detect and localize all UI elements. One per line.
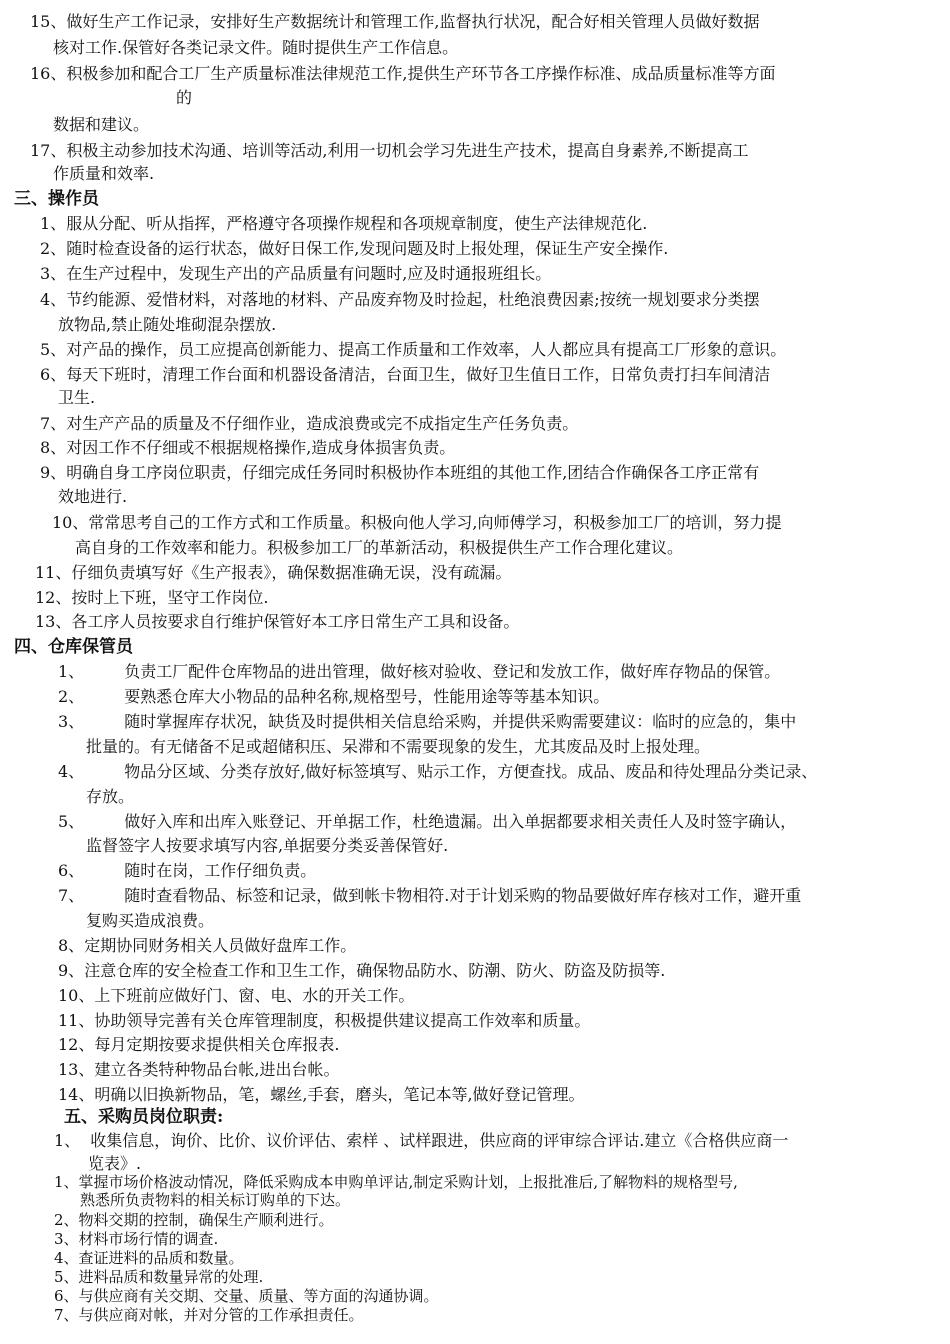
item-text: 注意仓库的安全检查工作和卫生工作，确保物品防水、防潮、防火、防盗及防损等. (84, 961, 666, 980)
list-item (58, 860, 316, 882)
item-text: 物品分区域、分类存放好,做好标签填写、贴示工作，方便查找。成品、废品和待处理品分类记录、 (124, 762, 818, 781)
list-item (35, 587, 268, 609)
item-number: 13、 (35, 612, 72, 631)
item-text: 服从分配、听从指挥，严格遵守各项操作规程和各项规章制度，使生产法律规范化. (66, 214, 648, 233)
item-number: 11、 (35, 563, 72, 582)
item-text: 随时检查设备的运行状态，做好日保工作,发现问题及时上报处理，保证生产安全操作. (66, 239, 669, 258)
item-text: 进料品质和数量异常的处理. (78, 1268, 264, 1286)
item-text: 随时查看物品、标签和记录，做到帐卡物相符.对于计划采购的物品要做好库存核对工作，避开重 (124, 886, 802, 905)
item-number: 5、 (40, 340, 67, 359)
item-number: 13、 (58, 1060, 95, 1079)
item-number: 10、 (52, 513, 89, 532)
list-item (35, 611, 519, 633)
list-item (54, 1306, 364, 1324)
section-heading: 五、采购员岗位职责: (64, 1107, 224, 1127)
item-text: 对生产产品的质量及不仔细作业，造成浪费或完不成指定生产任务负责。 (66, 414, 579, 433)
list-item (54, 1130, 788, 1152)
item-text: 对因工作不仔细或不根据规格操作,造成身体损害负责。 (66, 438, 456, 457)
item-continuation: 效地进行. (58, 487, 128, 506)
item-number: 1、 (58, 662, 85, 681)
item-number: 3、 (58, 712, 85, 731)
item-number: 7、 (40, 414, 67, 433)
item-text: 积极参加和配合工厂生产质量标准法律规范工作,提供生产环节各工序操作标准、成品质量标准等方面 (66, 64, 776, 83)
item-number: 6、 (54, 1287, 79, 1305)
item-number: 3、 (54, 1230, 79, 1248)
item-text: 仔细负责填写好《生产报表》，确保数据准确无误，没有疏漏。 (71, 563, 512, 582)
item-text: 负责工厂配件仓库物品的进出管理，做好核对验收、登记和发放工作，做好库存物品的保管。 (124, 662, 781, 681)
list-item (40, 263, 551, 285)
item-number: 17、 (30, 141, 67, 160)
list-item (40, 289, 760, 311)
list-item (40, 238, 668, 260)
item-number: 2、 (40, 239, 67, 258)
item-number: 11、 (58, 1011, 95, 1030)
item-number: 9、 (40, 463, 67, 482)
item-text: 定期协同财务相关人员做好盘库工作。 (84, 936, 357, 955)
item-text: 与供应商对帐，并对分管的工作承担责任。 (78, 1306, 364, 1324)
list-item (54, 1173, 738, 1191)
item-text: 常常思考自己的工作方式和工作质量。积极向他人学习,向师傅学习，积极参加工厂的培训，努力提 (88, 513, 782, 532)
list-item (58, 661, 780, 683)
item-continuation: 复购买造成浪费。 (86, 911, 215, 930)
list-item (40, 364, 770, 386)
list-item (58, 761, 817, 783)
item-text: 明确自身工序岗位职责，仔细完成任务同时积极协作本班组的其他工作,团结合作确保各工序正常有 (66, 463, 760, 482)
item-text: 各工序人员按要求自行维护保管好本工序日常生产工具和设备。 (71, 612, 520, 631)
list-item (54, 1287, 439, 1305)
section-heading: 四、仓库保管员 (14, 637, 133, 657)
item-number: 16、 (30, 64, 67, 83)
item-continuation: 放物品,禁止随处堆砌混杂摆放. (58, 315, 277, 334)
item-text: 物料交期的控制，确保生产顺利进行。 (78, 1211, 334, 1229)
list-item (58, 811, 796, 833)
item-number: 4、 (40, 290, 67, 309)
list-item (30, 140, 749, 162)
item-number: 8、 (40, 438, 67, 457)
item-number: 5、 (54, 1268, 79, 1286)
item-number: 15、 (30, 12, 67, 31)
item-number: 1、 (54, 1173, 79, 1191)
list-item (40, 339, 786, 361)
item-text: 对产品的操作，员工应提高创新能力、提高工作质量和工作效率，人人都应具有提高工厂形象的意识。 (66, 340, 787, 359)
item-text: 积极主动参加技术沟通、培训等活动,利用一切机会学习先进生产技术，提高自身素养,不断提高工 (66, 141, 749, 160)
item-continuation: 监督签字人按要求填写内容,单据要分类妥善保管好. (86, 836, 449, 855)
item-continuation: 核对工作.保管好各类记录文件。随时提供生产工作信息。 (53, 38, 459, 57)
list-item (54, 1211, 334, 1229)
item-text: 建立各类特种物品台帐,进出台帐。 (94, 1060, 340, 1079)
list-item (40, 413, 578, 435)
item-continuation: 作质量和效率. (53, 164, 155, 183)
item-number: 5、 (58, 812, 85, 831)
item-text: 协助领导完善有关仓库管理制度，积极提供建议提高工作效率和质量。 (94, 1011, 591, 1030)
item-continuation: 览表》. (88, 1154, 142, 1173)
item-number: 1、 (40, 214, 67, 233)
item-text: 查证进料的品质和数量。 (78, 1249, 244, 1267)
list-item (30, 11, 759, 33)
list-item (54, 1249, 244, 1267)
list-item (58, 935, 356, 957)
item-text: 与供应商有关交期、交量、质量、等方面的沟通协调。 (78, 1287, 439, 1305)
item-number: 4、 (54, 1249, 79, 1267)
item-continuation: 数据和建议。 (53, 115, 150, 134)
list-item (40, 462, 759, 484)
list-item (54, 1230, 218, 1248)
item-text: 随时掌握库存状况，缺货及时提供相关信息给采购，并提供采购需要建议：临时的应急的，集中 (124, 712, 797, 731)
list-item (58, 1084, 585, 1106)
list-item (35, 562, 511, 584)
list-item (58, 985, 414, 1007)
item-text: 按时上下班，坚守工作岗位. (71, 588, 269, 607)
item-number: 7、 (58, 886, 85, 905)
item-number: 2、 (58, 687, 85, 706)
item-number: 1、 (54, 1131, 81, 1150)
list-item (58, 1034, 339, 1056)
item-text: 节约能源、爱惜材料，对落地的材料、产品废弃物及时捡起，杜绝浪费因素;按统一规划要求分类摆 (66, 290, 760, 309)
list-item (58, 960, 665, 982)
item-continuation: 高自身的工作效率和能力。积极参加工厂的革新活动，积极提供生产工作合理化建议。 (75, 538, 684, 557)
list-item (30, 63, 775, 85)
item-text: 做好生产工作记录，安排好生产数据统计和管理工作,监督执行状况，配合好相关管理人员做好数据 (66, 12, 760, 31)
item-number: 4、 (58, 762, 85, 781)
item-continuation: 存放。 (86, 787, 135, 806)
list-item (52, 512, 781, 534)
item-number: 12、 (58, 1035, 95, 1054)
item-number: 9、 (58, 961, 85, 980)
item-number: 6、 (40, 365, 67, 384)
item-number: 2、 (54, 1211, 79, 1229)
list-item (40, 213, 647, 235)
item-text: 要熟悉仓库大小物品的品种名称,规格型号，性能用途等等基本知识。 (124, 687, 610, 706)
item-number: 7、 (54, 1306, 79, 1324)
item-continuation: 批量的。有无储备不足或超储积压、呆滞和不需要现象的发生，尤其废品及时上报处理。 (86, 737, 711, 756)
item-continuation: 的 (176, 88, 193, 107)
list-item (58, 1059, 339, 1081)
item-number: 6、 (58, 861, 85, 880)
item-text: 随时在岗，工作仔细负责。 (124, 861, 317, 880)
item-text: 每月定期按要求提供相关仓库报表. (94, 1035, 340, 1054)
item-text: 收集信息，询价、比价、议价评估、索样 、试样跟进，供应商的评审综合评诂.建立《合格供应商一 (90, 1131, 789, 1150)
list-item (58, 885, 801, 907)
list-item (40, 437, 455, 459)
item-text: 明确以旧换新物品，笔，螺丝,手套，磨头，笔记本等,做好登记管理。 (94, 1085, 585, 1104)
item-text: 做好入库和出库入账登记、开单据工作，杜绝遗漏。出入单据都要求相关责任人及时签字确认， (124, 812, 797, 831)
section-heading: 三、操作员 (14, 189, 99, 209)
list-item (58, 711, 796, 733)
item-continuation: 卫生. (58, 388, 96, 407)
item-number: 3、 (40, 264, 67, 283)
list-item (54, 1268, 263, 1286)
item-number: 8、 (58, 936, 85, 955)
item-text: 掌握市场价格波动情况，降低采购成本申购单评诂,制定采购计划，上报批准后,了解物料的规格型号, (78, 1173, 738, 1191)
item-continuation: 熟悉所负责物料的相关标订购单的下达。 (80, 1191, 351, 1209)
item-number: 14、 (58, 1085, 95, 1104)
item-number: 10、 (58, 986, 95, 1005)
list-item (58, 686, 609, 708)
item-text: 在生产过程中，发现生产出的产品质量有问题时,应及时通报班组长。 (66, 264, 552, 283)
item-text: 每天下班时，清理工作台面和机器设备清洁，台面卫生，做好卫生值日工作，日常负责打扫车间清洁 (66, 365, 771, 384)
item-text: 材料市场行情的调查. (78, 1230, 219, 1248)
item-number: 12、 (35, 588, 72, 607)
item-text: 上下班前应做好门、窗、电、水的开关工作。 (94, 986, 415, 1005)
list-item (58, 1010, 590, 1032)
